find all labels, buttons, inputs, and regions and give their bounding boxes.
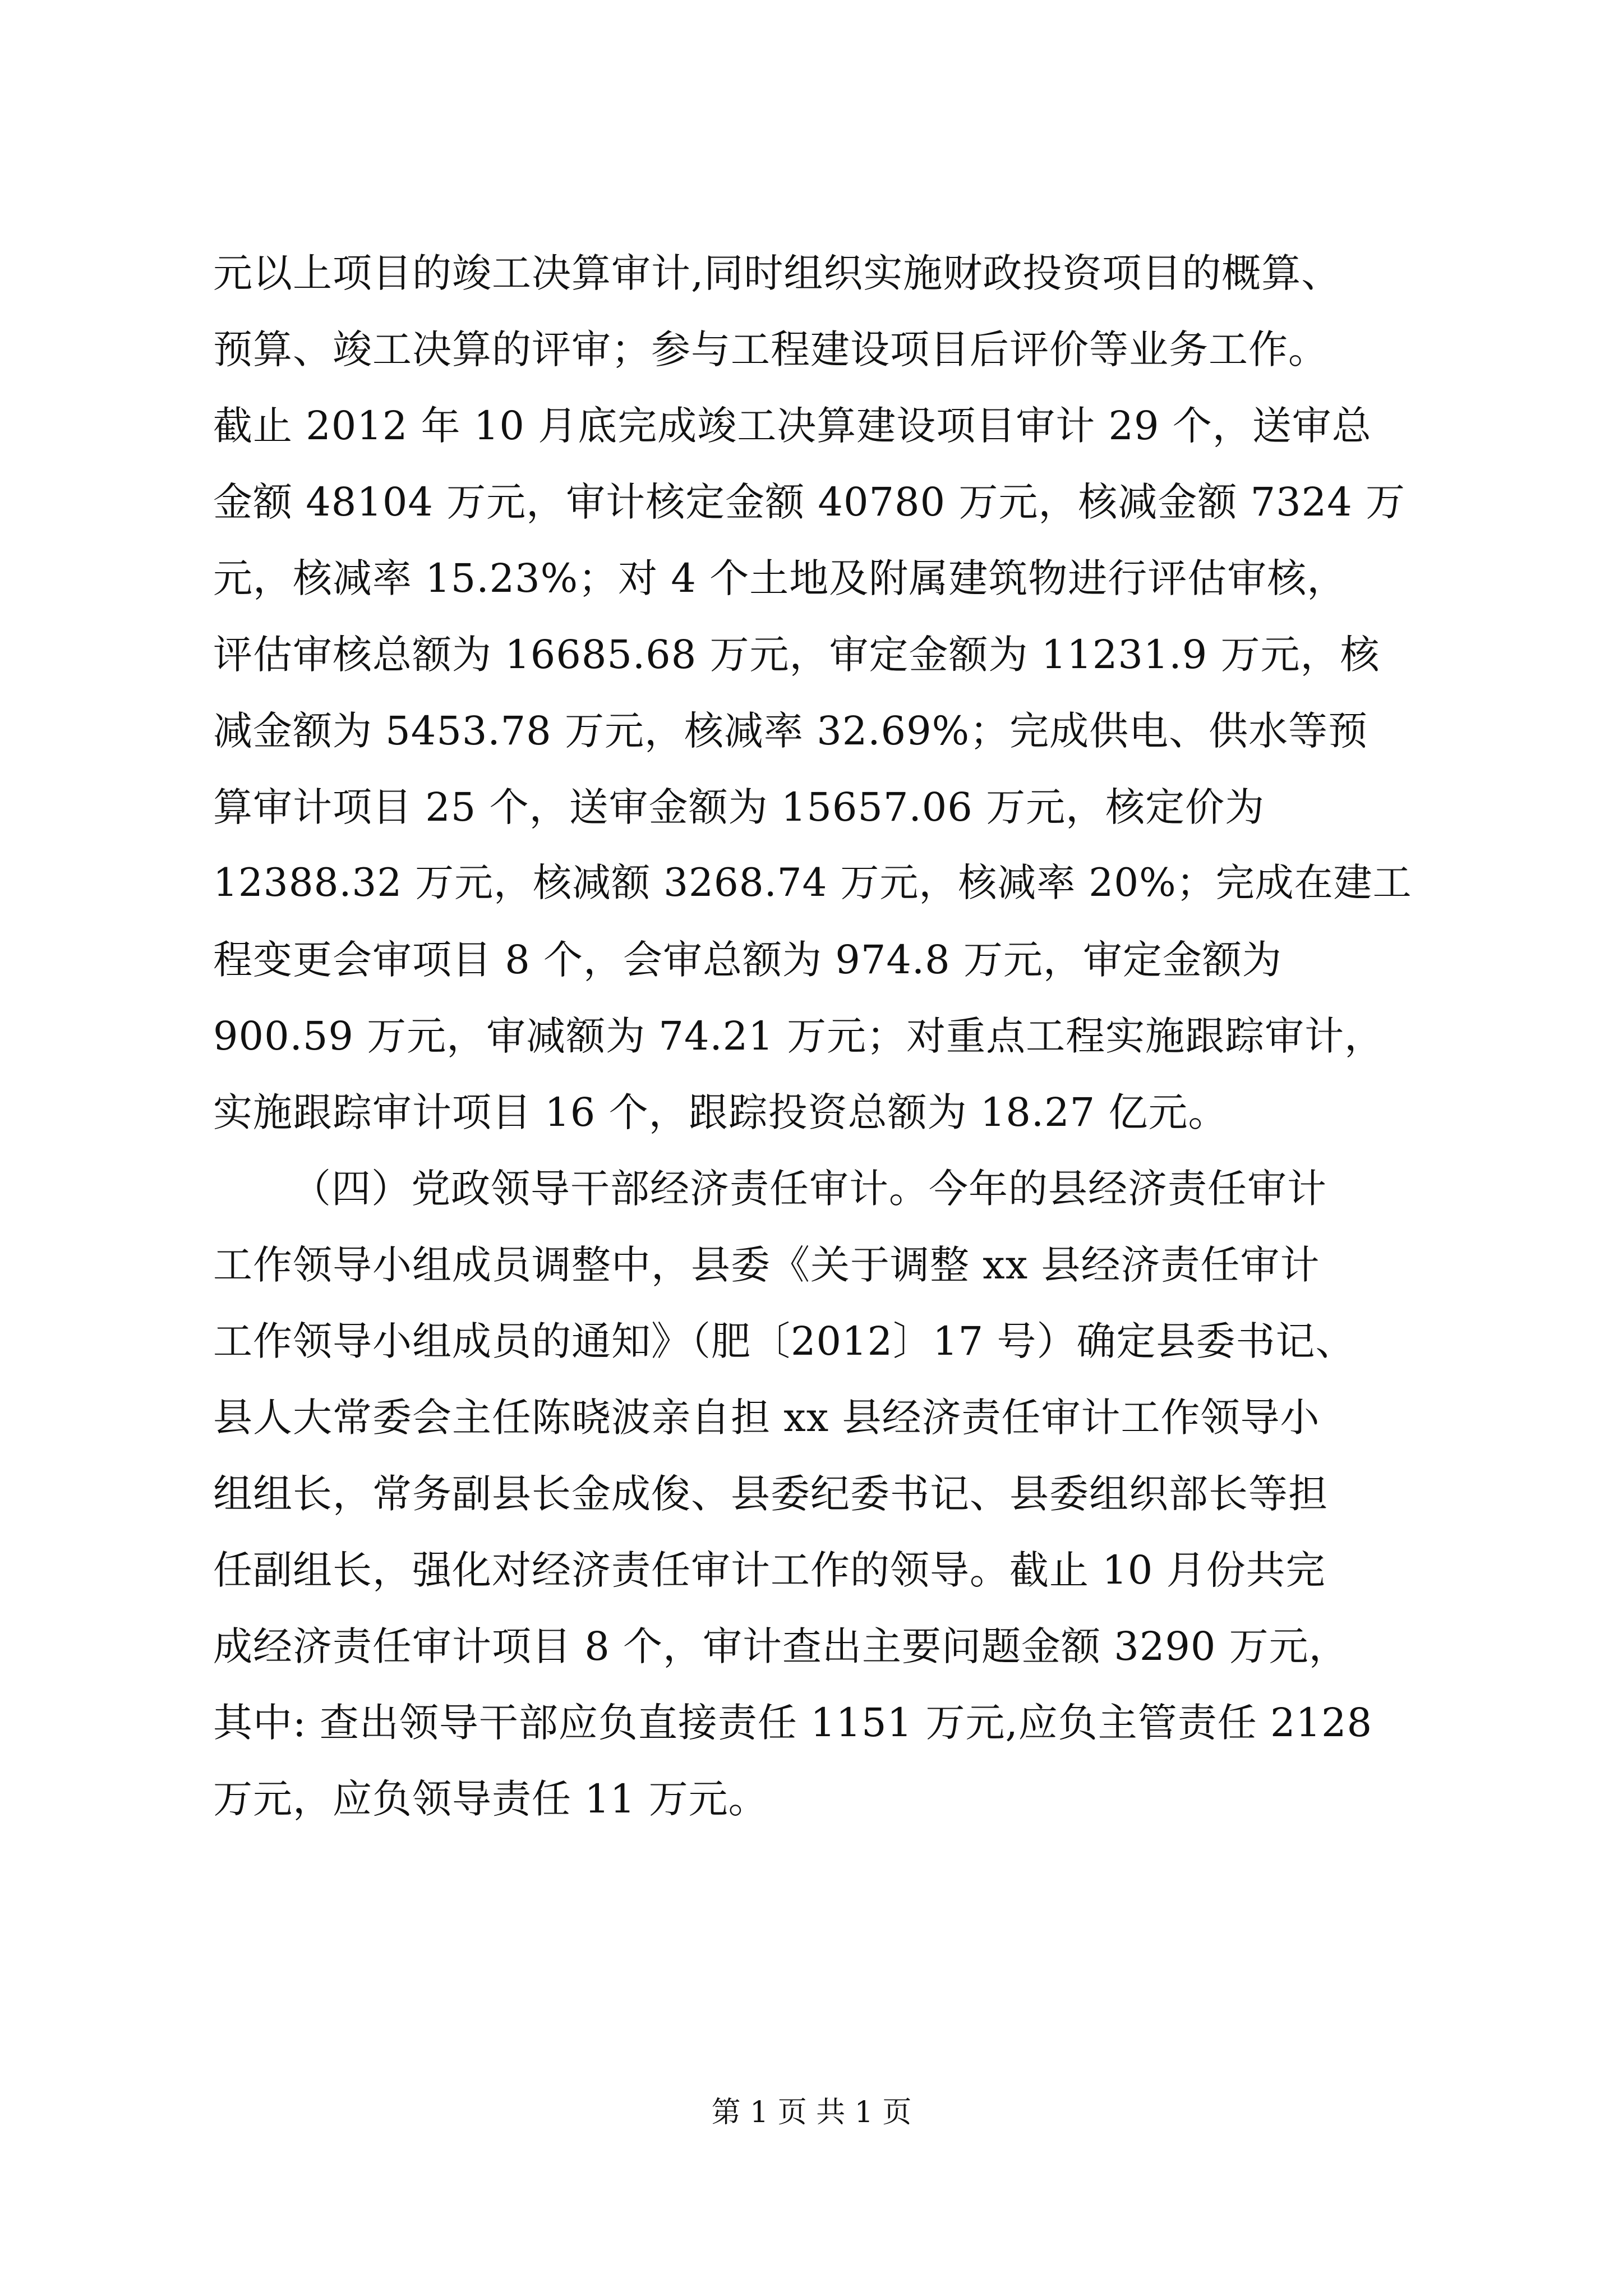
text-line: 万元，应负领导责任 11 万元。 bbox=[213, 1776, 768, 1822]
text-line: 截止 2012 年 10 月底完成竣工决算建设项目审计 29 个，送审总 bbox=[213, 403, 1372, 449]
text-line: 预算、竣工决算的评审；参与工程建设项目后评价等业务工作。 bbox=[213, 326, 1328, 372]
text-line: 县人大常委会主任陈晓波亲自担 xx 县经济责任审计工作领导小 bbox=[213, 1395, 1320, 1441]
text-line: 工作领导小组成员的通知》（肥〔2012〕17 号）确定县委书记、 bbox=[213, 1318, 1355, 1364]
text-line: 成经济责任审计项目 8 个，审计查出主要问题金额 3290 万元， bbox=[213, 1623, 1349, 1669]
paragraph-heading-line: （四）党政领导干部经济责任审计。今年的县经济责任审计 bbox=[292, 1166, 1327, 1212]
text-line: 组组长，常务副县长金成俊、县委纪委书记、县委组织部长等担 bbox=[213, 1471, 1328, 1517]
page-number-footer: 第 1 页 共 1 页 bbox=[711, 2096, 912, 2129]
text-line: 其中: 查出领导干部应负直接责任 1151 万元,应负主管责任 2128 bbox=[213, 1700, 1373, 1746]
text-line: 元，核减率 15.23%；对 4 个土地及附属建筑物进行评估审核， bbox=[213, 555, 1347, 601]
text-line: 减金额为 5453.78 万元，核减率 32.69%；完成供电、供水等预 bbox=[213, 708, 1368, 754]
text-line: 评估审核总额为 16685.68 万元，审定金额为 11231.9 万元，核 bbox=[213, 632, 1380, 678]
text-line: 程变更会审项目 8 个，会审总额为 974.8 万元，审定金额为 bbox=[213, 937, 1282, 983]
text-line: 元以上项目的竣工决算审计,同时组织实施财政投资项目的概算、 bbox=[213, 250, 1341, 296]
text-line: 任副组长，强化对经济责任审计工作的领导。截止 10 月份共完 bbox=[213, 1547, 1326, 1593]
text-line: 工作领导小组成员调整中，县委《关于调整 xx 县经济责任审计 bbox=[213, 1242, 1320, 1288]
text-line: 算审计项目 25 个，送审金额为 15657.06 万元，核定价为 bbox=[213, 784, 1265, 830]
text-line: 12388.32 万元，核减额 3268.74 万元，核减率 20%；完成在建工 bbox=[213, 861, 1412, 905]
text-line: 金额 48104 万元，审计核定金额 40780 万元，核减金额 7324 万 bbox=[213, 479, 1406, 525]
text-line: 实施跟踪审计项目 16 个，跟踪投资总额为 18.27 亿元。 bbox=[213, 1089, 1228, 1135]
text-line: 900.59 万元，审减额为 74.21 万元；对重点工程实施跟踪审计， bbox=[213, 1013, 1385, 1059]
